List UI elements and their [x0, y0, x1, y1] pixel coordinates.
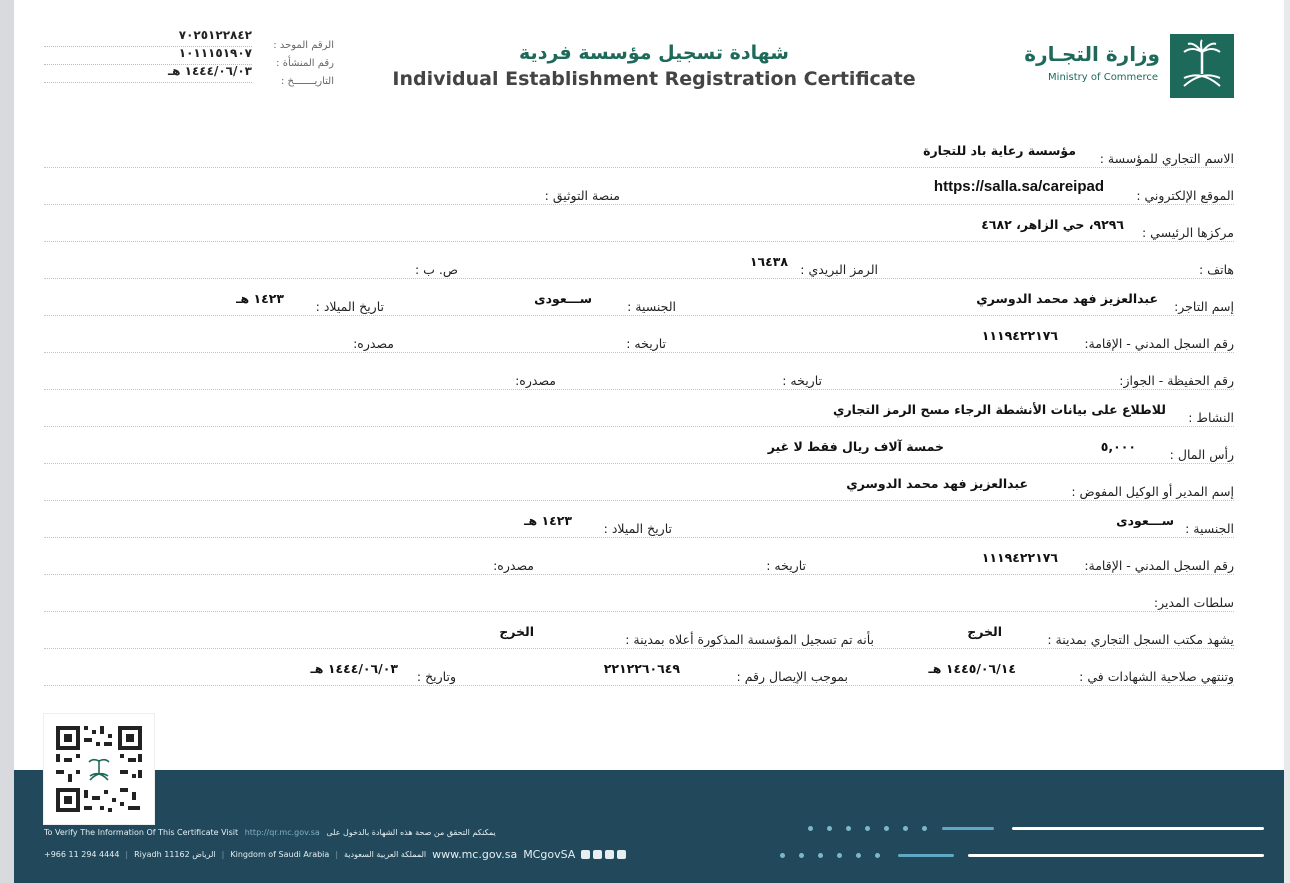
- certificate-title-ar: شهادة تسجيل مؤسسة فردية: [519, 42, 789, 64]
- birth-date-label: تاريخ الميلاد :: [603, 521, 672, 536]
- footer-band: [14, 770, 1284, 883]
- receipt-value: ٢٢١٢٢٦٠٦٤٩: [603, 661, 680, 676]
- contact-line: [44, 848, 626, 861]
- dotted-line: [44, 82, 252, 83]
- verify-text-ar: يمكنكم التحقق من صحة هذه الشهادة بالدخول على: [326, 828, 496, 837]
- trade-name-value: مؤسسة رعاية باد للتجارة: [923, 143, 1076, 158]
- nationality-label: الجنسية :: [627, 299, 676, 314]
- verify-text-en: To Verify The Information Of This Certificate Visit: [44, 828, 239, 837]
- establishment-number-label: رقم المنشأة :: [276, 58, 334, 69]
- decor-dots-bottom: [780, 853, 880, 858]
- youtube-icon[interactable]: [617, 850, 626, 859]
- social-icons: [581, 850, 626, 859]
- civil-id-value: ١١١٩٤٢٢١٧٦: [981, 550, 1058, 565]
- dotted-line: [44, 574, 1234, 575]
- civil-id-label: رقم السجل المدني - الإقامة:: [1084, 558, 1234, 573]
- unified-number-value: ٧٠٢٥١٢٢٨٤٢: [178, 28, 252, 42]
- decor-bar: [968, 854, 1264, 857]
- certificate-page: [14, 0, 1284, 883]
- decor-dots-top: [808, 826, 927, 831]
- facebook-icon[interactable]: [593, 850, 602, 859]
- unified-number-row: [44, 28, 334, 51]
- manager-powers-label: سلطات المدير:: [1153, 595, 1234, 610]
- registered-city-value: الخرج: [499, 624, 534, 639]
- verify-line: [44, 828, 496, 837]
- activity-label: النشاط :: [1188, 410, 1234, 425]
- manager-nationality-row: [44, 512, 1234, 538]
- hq-label: مركزها الرئيسي :: [1142, 225, 1234, 240]
- its-date-label: تاريخه :: [766, 558, 806, 573]
- certificate-title-en: Individual Establishment Registration Certificate: [392, 68, 916, 90]
- birth-date-value: ١٤٢٣ هـ: [236, 291, 284, 306]
- dotted-line: [44, 648, 1234, 649]
- phone-label: هاتف :: [1198, 262, 1234, 277]
- dotted-line: [44, 389, 1234, 390]
- verify-url[interactable]: http://qr.mc.gov.sa: [244, 828, 320, 837]
- ministry-logo: [1170, 34, 1234, 98]
- its-date-label: تاريخه :: [782, 373, 822, 388]
- and-date-label: وتاريخ :: [416, 669, 456, 684]
- hq-row: [44, 216, 1234, 242]
- website-row: [44, 179, 1234, 205]
- instagram-icon[interactable]: [581, 850, 590, 859]
- manager-name-value: عبدالعزيز فهد محمد الدوسري: [846, 476, 1028, 491]
- dotted-line: [44, 315, 1234, 316]
- ministry-name-en: Ministry of Commerce: [1048, 72, 1158, 83]
- twitter-icon[interactable]: [605, 850, 614, 859]
- ministry-name-ar: وزارة التجـارة: [1024, 42, 1160, 66]
- nationality-label: الجنسية :: [1185, 521, 1234, 536]
- dotted-line: [44, 463, 1234, 464]
- footer-handle[interactable]: MCgovSA: [523, 848, 576, 861]
- nationality-value: ســـعودى: [1116, 513, 1174, 528]
- footer-kingdom-en: Kingdom of Saudi Arabia: [230, 850, 330, 859]
- dotted-line: [44, 611, 1234, 612]
- manager-label: إسم المدير أو الوكيل المفوض :: [1071, 484, 1234, 499]
- nationality-value: ســـعودى: [534, 291, 592, 306]
- source-label: مصدره:: [353, 336, 394, 351]
- qr-code[interactable]: [44, 714, 154, 824]
- qr-code-icon: [44, 714, 154, 824]
- dotted-line: [44, 241, 1234, 242]
- its-date-label: تاريخه :: [626, 336, 666, 351]
- passport-label: رقم الحفيظة - الجواز:: [1119, 373, 1234, 388]
- capital-row: [44, 438, 1234, 464]
- decor-bar: [942, 827, 994, 830]
- decor-bar: [898, 854, 954, 857]
- passport-row: [44, 364, 1234, 390]
- office-certifies-label: يشهد مكتب السجل التجاري بمدينة :: [1047, 632, 1234, 647]
- source-label: مصدره:: [515, 373, 556, 388]
- birth-date-value: ١٤٢٣ هـ: [524, 513, 572, 528]
- issue-date-label: التاريـــــــخ :: [280, 76, 334, 87]
- website-label: الموقع الإلكتروني :: [1136, 188, 1234, 203]
- separator: |: [335, 850, 339, 859]
- decor-bar: [1012, 827, 1264, 830]
- office-city-value: الخرج: [967, 624, 1002, 639]
- and-date-value: ١٤٤٤/٠٦/٠٣ هـ: [310, 661, 398, 676]
- hq-value: ٩٢٩٦، حي الزاهر، ٤٦٨٢: [981, 217, 1124, 232]
- po-box-label: ص. ب :: [414, 262, 458, 277]
- separator: |: [125, 850, 129, 859]
- merchant-row: [44, 290, 1234, 316]
- dotted-line: [44, 426, 1234, 427]
- civil-id-row: [44, 327, 1234, 353]
- dotted-line: [44, 278, 1234, 279]
- merchant-name-value: عبدالعزيز فهد محمد الدوسري: [976, 291, 1158, 306]
- footer-riyadh: Riyadh 11162 الرياض: [134, 850, 216, 859]
- activity-row: [44, 401, 1234, 427]
- footer-website[interactable]: www.mc.gov.sa: [432, 848, 518, 861]
- separator: |: [221, 850, 225, 859]
- unified-number-label: الرقم الموحد :: [273, 40, 334, 51]
- office-certifies-row: [44, 623, 1234, 649]
- id-block: [44, 28, 334, 87]
- capital-words: خمسة آلاف ريال فقط لا غير: [767, 439, 944, 454]
- capital-value: ٥,٠٠٠: [1100, 439, 1136, 454]
- capital-label: رأس المال :: [1169, 447, 1234, 462]
- source-label: مصدره:: [493, 558, 534, 573]
- dotted-line: [44, 685, 1234, 686]
- expiry-row: [44, 660, 1234, 686]
- dotted-line: [44, 537, 1234, 538]
- issue-date-value: ١٤٤٤/٠٦/٠٣ هـ: [168, 64, 252, 78]
- website-value: https://salla.sa/careipad: [933, 178, 1104, 195]
- postal-code-label: الرمز البريدي :: [800, 262, 878, 277]
- merchant-name-label: إسم التاجر:: [1174, 299, 1234, 314]
- auth-platform-label: منصة التوثيق :: [544, 188, 620, 203]
- footer-phone: +966 11 294 4444: [44, 850, 120, 859]
- phone-row: [44, 253, 1234, 279]
- manager-row: [44, 475, 1234, 501]
- page-edge: [0, 0, 14, 883]
- dotted-line: [44, 352, 1234, 353]
- footer-kingdom-ar: المملكة العربية السعودية: [344, 850, 427, 859]
- dotted-line: [44, 204, 1234, 205]
- palm-swords-icon: [1170, 34, 1234, 98]
- establishment-number-row: [44, 46, 334, 69]
- civil-id-value: ١١١٩٤٢٢١٧٦: [981, 328, 1058, 343]
- receipt-label: بموجب الإيصال رقم :: [736, 669, 848, 684]
- trade-name-row: [44, 142, 1234, 168]
- manager-powers-row: [44, 586, 1234, 612]
- issue-date-row: [44, 64, 334, 87]
- registered-label: بأنه تم تسجيل المؤسسة المذكورة أعلاه بمدينة :: [625, 632, 874, 647]
- dotted-line: [44, 167, 1234, 168]
- dotted-line: [44, 500, 1234, 501]
- trade-name-label: الاسم التجاري للمؤسسة :: [1099, 151, 1234, 166]
- postal-code-value: ١٦٤٣٨: [749, 254, 788, 269]
- expiry-label: وتنتهي صلاحية الشهادات في :: [1079, 669, 1234, 684]
- expiry-value: ١٤٤٥/٠٦/١٤ هـ: [928, 661, 1016, 676]
- manager-civil-id-row: [44, 549, 1234, 575]
- birth-date-label: تاريخ الميلاد :: [315, 299, 384, 314]
- establishment-number-value: ١٠١١١٥١٩٠٧: [178, 46, 252, 60]
- civil-id-label: رقم السجل المدني - الإقامة:: [1084, 336, 1234, 351]
- activity-value: للاطلاع على بيانات الأنشطة الرجاء مسح الرمز التجاري: [833, 402, 1166, 417]
